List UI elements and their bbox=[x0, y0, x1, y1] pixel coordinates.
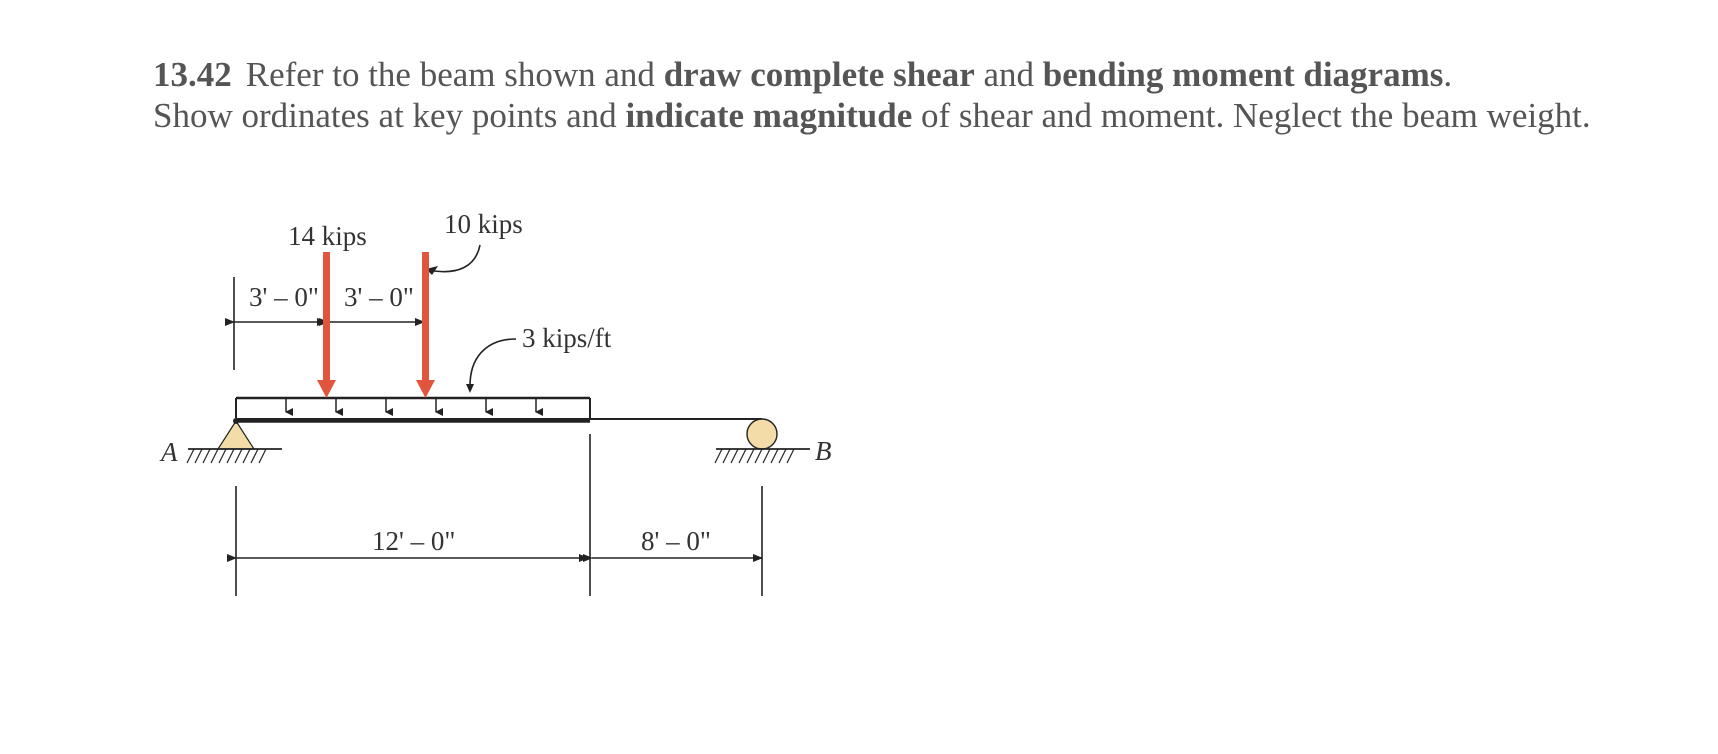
problem-emphasis-magnitude: indicate magnitude bbox=[625, 96, 913, 135]
point-load-10-kips-shaft bbox=[422, 252, 429, 382]
distributed-load-arrows bbox=[286, 398, 536, 412]
problem-text-1c: . bbox=[1443, 55, 1453, 94]
dim-label-span-12ft: 12' – 0" bbox=[372, 526, 456, 556]
load-label-10-kips: 10 kips bbox=[444, 209, 523, 239]
problem-text-1a: Refer to the beam shown and bbox=[245, 55, 664, 94]
problem-emphasis-shear: draw complete shear bbox=[663, 55, 975, 94]
roller-support-wheel bbox=[747, 419, 777, 449]
problem-text-2b: of shear and moment. Neglect the beam weight. bbox=[912, 96, 1591, 135]
support-label-b: B bbox=[815, 436, 832, 466]
pin-support-triangle bbox=[218, 421, 254, 449]
roller-support-b bbox=[715, 419, 810, 463]
leader-distributed-load-arrowhead bbox=[466, 384, 474, 393]
dim-label-left-3ft: 3' – 0" bbox=[249, 282, 319, 312]
pin-support-pin bbox=[233, 418, 239, 424]
leader-distributed-load bbox=[470, 339, 516, 386]
distributed-load-label: 3 kips/ft bbox=[522, 323, 612, 353]
ground-hatch-b bbox=[715, 449, 794, 463]
point-load-14-kips-shaft bbox=[323, 252, 330, 382]
pin-support-a bbox=[187, 418, 282, 463]
dim-label-mid-3ft: 3' – 0" bbox=[344, 282, 414, 312]
load-label-14-kips: 14 kips bbox=[288, 221, 367, 251]
problem-emphasis-moment: bending moment diagrams bbox=[1042, 55, 1444, 94]
problem-number: 13.42 bbox=[153, 55, 232, 94]
problem-text-1b: and bbox=[974, 55, 1043, 94]
point-load-10-kips-head bbox=[416, 380, 435, 398]
support-label-a: A bbox=[161, 437, 178, 467]
ground-hatch-a bbox=[187, 449, 266, 463]
point-load-14-kips-head bbox=[317, 380, 336, 398]
point-load-14-kips bbox=[317, 252, 336, 398]
dim-label-span-8ft: 8' – 0" bbox=[641, 526, 711, 556]
problem-text-2a: Show ordinates at key points and bbox=[153, 96, 626, 135]
